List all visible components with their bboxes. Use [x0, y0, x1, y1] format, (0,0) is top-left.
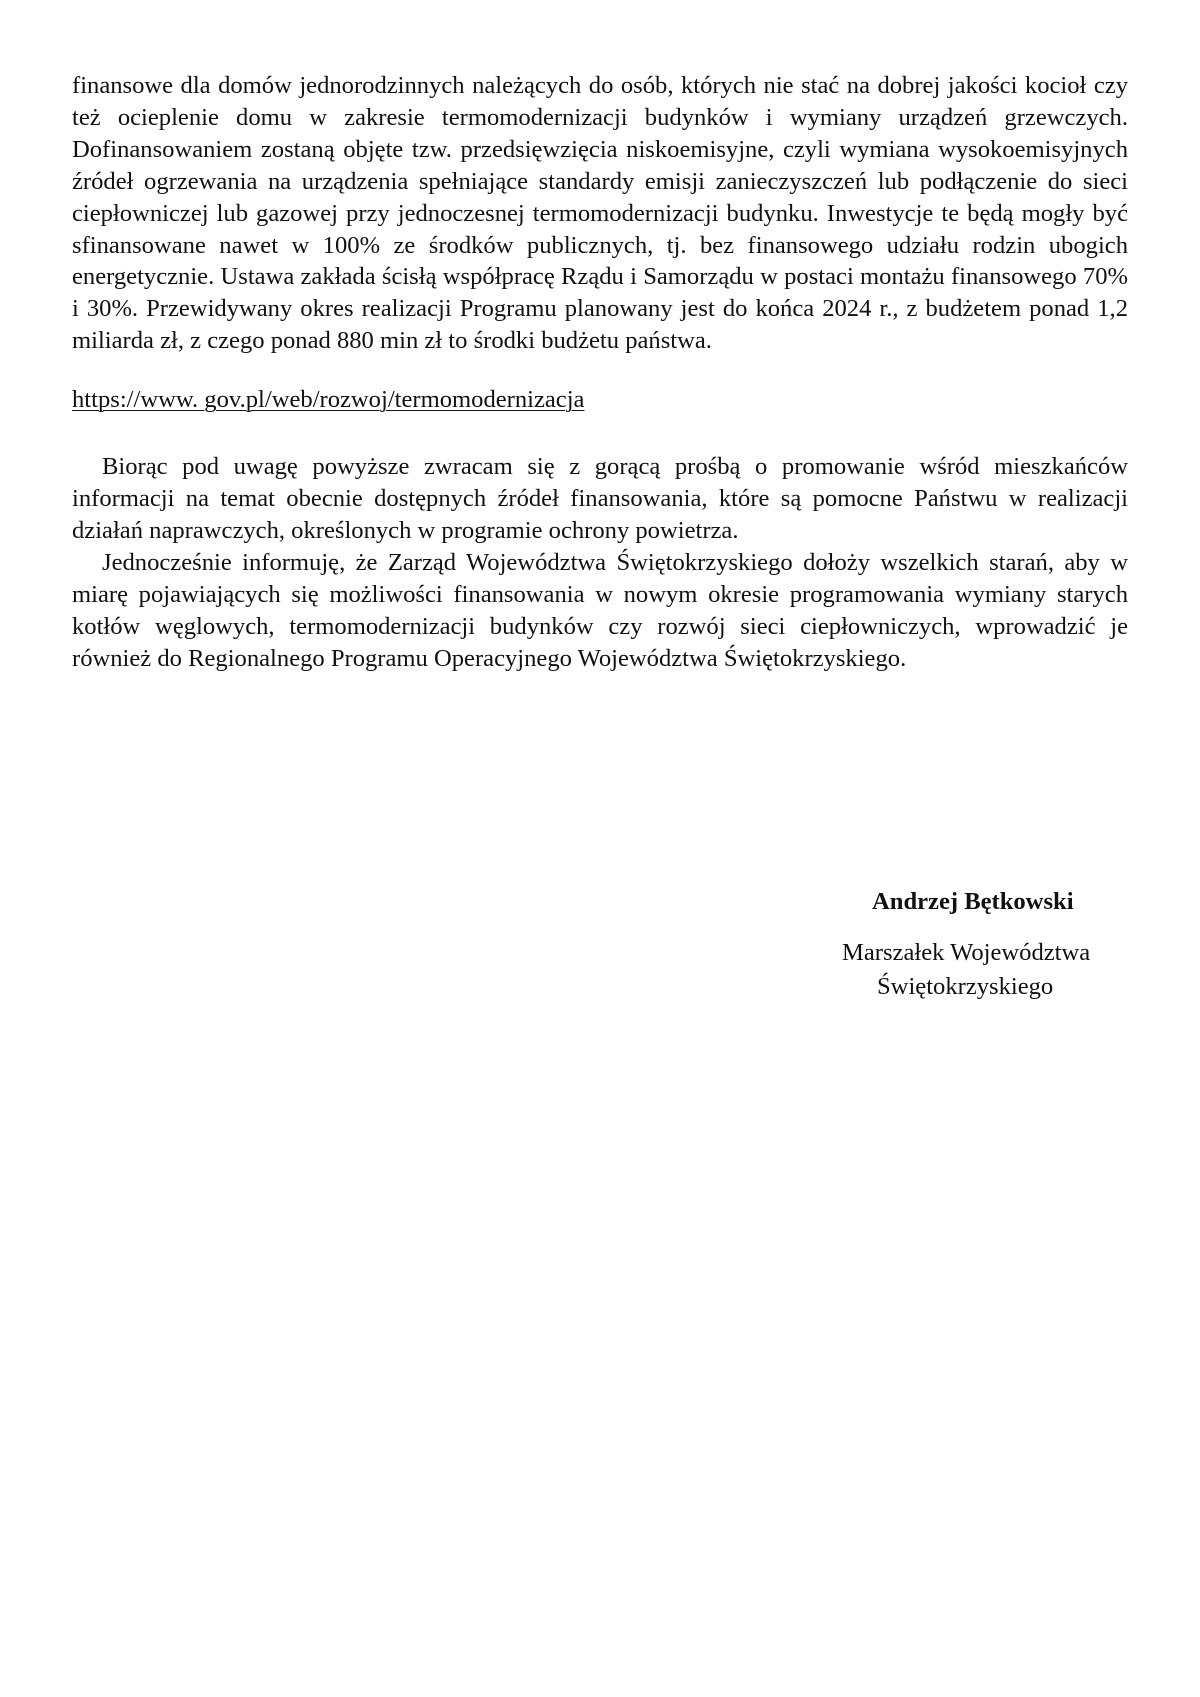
termomodernizacja-link[interactable]: https://www. gov.pl/web/rozwoj/termomodernizacja	[72, 386, 585, 414]
signatory-title-line-1: Marszałek Województwa	[842, 939, 1091, 966]
signatory-title-line-2: Świętokrzyskiego	[877, 973, 1054, 1000]
paragraph-announcement: Jednocześnie informuję, że Zarząd Województwa Świętokrzyskiego dołoży wszelkich starań, aby w miarę pojawiających się możliwości finansowania w nowym okresie programowania wymiany starych kotłów węglowych, termomodernizacji budynków czy rozwój sieci ciepłowniczych, wprowadzić je również do Regionalnego Programu Operacyjnego Województwa Świętokrzyskiego.	[72, 548, 1128, 672]
spacer	[72, 357, 1128, 384]
spacer	[72, 416, 1128, 451]
link-line	[72, 384, 1128, 416]
letter-body	[72, 70, 1128, 675]
signatory-name: Andrzej Bętkowski	[872, 888, 1074, 915]
paragraph-financing-program: finansowe dla domów jednorodzinnych należących do osób, których nie stać na dobrej jakości kocioł czy też ocieplenie domu w zakresie termomodernizacji budynków i wymiany urządzeń grzewczych. Dofinansowaniem zostaną objęte tzw. przedsięwzięcia niskoemisyjne, czyli wymiana wysokoemisyjnych źródeł ogrzewania na urządzenia spełniające standardy emisji zanieczyszczeń lub podłączenie do sieci ciepłowniczej lub gazowej przy jednoczesnej termomodernizacji budynku. Inwestycje te będą mogły być sfinansowane nawet w 100% ze środków publicznych, tj. bez finansowego udziału rodzin ubogich energetycznie. Ustawa zakłada ścisłą współpracę Rządu i Samorządu w postaci montażu finansowego 70% i 30%. Przewidywany okres realizacji Programu planowany jest do końca 2024 r., z budżetem ponad 1,2 miliarda zł, z czego ponad 880 min zł to środki budżetu państwa.	[72, 72, 1128, 355]
paragraph-request: Biorąc pod uwagę powyższe zwracam się z gorącą prośbą o promowanie wśród mieszkańców informacji na temat obecnie dostępnych źródeł finansowania, które są pomocne Państwu w realizacji działań naprawczych, określonych w programie ochrony powietrza.	[72, 453, 1128, 544]
